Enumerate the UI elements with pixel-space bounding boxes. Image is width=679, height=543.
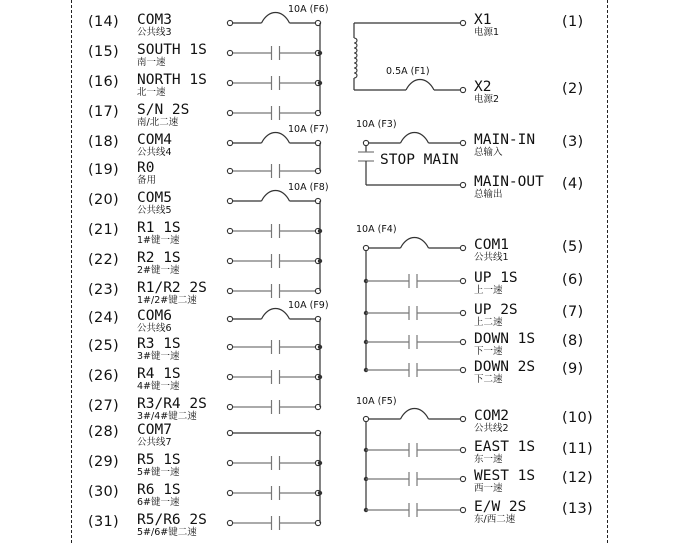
terminal-label: X1 xyxy=(474,12,492,28)
terminal-label: E/W 2S xyxy=(474,499,527,515)
terminal-node xyxy=(227,20,232,25)
fuse-symbol xyxy=(406,80,434,91)
fuse-symbol xyxy=(401,409,429,420)
terminal-sublabel: 2#键一速 xyxy=(137,265,180,276)
terminal-label: MAIN-OUT xyxy=(474,174,544,190)
terminal-number: (2) xyxy=(562,81,584,97)
terminal-node xyxy=(460,367,465,372)
fuse-symbol xyxy=(262,13,290,24)
terminal-sublabel: 公共线7 xyxy=(137,437,172,448)
terminal-node xyxy=(460,339,465,344)
terminal-node xyxy=(227,404,232,409)
terminal-number: (30) xyxy=(88,484,119,500)
terminal-node xyxy=(227,430,232,435)
terminal-label: X2 xyxy=(474,79,492,95)
terminal-sublabel: 1#键一速 xyxy=(137,235,180,246)
terminal-node xyxy=(460,416,465,421)
terminal-node xyxy=(227,374,232,379)
terminal-sublabel: 西一速 xyxy=(474,483,503,494)
terminal-node xyxy=(460,182,465,187)
terminal-sublabel: 电源1 xyxy=(474,27,500,38)
terminal-node xyxy=(363,140,368,145)
fuse-label: 10A (F7) xyxy=(288,124,329,135)
fuse-label: 10A (F9) xyxy=(288,300,329,311)
terminal-label: R0 xyxy=(137,160,155,176)
fuse-label: 10A (F8) xyxy=(288,182,329,193)
terminal-number: (10) xyxy=(562,410,593,426)
terminal-number: (9) xyxy=(562,361,584,377)
terminal-label: R5 1S xyxy=(137,452,181,468)
terminal-sublabel: 4#键一速 xyxy=(137,381,180,392)
terminal-label: COM2 xyxy=(474,408,509,424)
terminal-number: (27) xyxy=(88,398,119,414)
terminal-node xyxy=(460,20,465,25)
terminal-number: (26) xyxy=(88,368,119,384)
terminal-sublabel: 公共线2 xyxy=(474,423,509,434)
terminal-number: (24) xyxy=(88,310,119,326)
junction-dot xyxy=(318,491,322,495)
fuse-symbol xyxy=(401,133,429,144)
terminal-node xyxy=(227,168,232,173)
junction-dot xyxy=(318,461,322,465)
terminal-label: R5/R6 2S xyxy=(137,512,207,528)
terminal-sublabel: 公共线6 xyxy=(137,323,172,334)
terminal-label: R4 1S xyxy=(137,366,181,382)
terminal-number: (3) xyxy=(562,134,584,150)
fuse-symbol xyxy=(262,191,290,202)
terminal-node xyxy=(460,476,465,481)
terminal-number: (23) xyxy=(88,282,119,298)
terminal-node xyxy=(227,80,232,85)
terminal-node xyxy=(227,316,232,321)
fuse-symbol xyxy=(262,309,290,320)
terminal-number: (29) xyxy=(88,454,119,470)
terminal-label: R3/R4 2S xyxy=(137,396,207,412)
terminal-label: WEST 1S xyxy=(474,468,536,484)
junction-dot xyxy=(318,51,322,55)
junction-dot xyxy=(318,375,322,379)
terminal-sublabel: 东一速 xyxy=(474,454,503,465)
terminal-node xyxy=(227,288,232,293)
coil-turn xyxy=(354,63,357,68)
terminal-number: (17) xyxy=(88,104,119,120)
terminal-node xyxy=(460,447,465,452)
terminal-sublabel: 下一速 xyxy=(474,346,503,357)
terminal-label: S/N 2S xyxy=(137,102,190,118)
fuse-label: 10A (F6) xyxy=(288,4,329,15)
junction-dot xyxy=(318,81,322,85)
terminal-sublabel: 5#/6#键二速 xyxy=(137,527,197,538)
terminal-label: COM5 xyxy=(137,190,172,206)
terminal-label: R1 1S xyxy=(137,220,181,236)
fuse-label: 10A (F4) xyxy=(356,224,397,235)
terminal-sublabel: 备用 xyxy=(137,175,157,186)
terminal-node xyxy=(460,87,465,92)
junction-dot xyxy=(318,229,322,233)
fuse-label: 10A (F5) xyxy=(356,396,397,407)
terminal-label: R2 1S xyxy=(137,250,181,266)
terminal-sublabel: 上二速 xyxy=(474,317,503,328)
terminal-node xyxy=(227,140,232,145)
terminal-label: UP 2S xyxy=(474,302,518,318)
terminal-label: DOWN 2S xyxy=(474,359,536,375)
terminal-sublabel: 3#/4#键二速 xyxy=(137,411,197,422)
terminal-sublabel: 南一速 xyxy=(137,57,166,68)
stop-main-label: STOP MAIN xyxy=(380,152,459,168)
terminal-number: (18) xyxy=(88,134,119,150)
terminal-label: R6 1S xyxy=(137,482,181,498)
terminal-sublabel: 东/西二速 xyxy=(474,514,516,525)
terminal-sublabel: 5#键一速 xyxy=(137,467,180,478)
terminal-sublabel: 公共线5 xyxy=(137,205,172,216)
fuse-label: 10A (F3) xyxy=(356,119,397,130)
terminal-sublabel: 3#键一速 xyxy=(137,351,180,362)
terminal-number: (5) xyxy=(562,239,584,255)
coil-turn xyxy=(354,73,357,78)
terminal-label: COM3 xyxy=(137,12,172,28)
terminal-node xyxy=(460,245,465,250)
fuse-label: 0.5A (F1) xyxy=(386,66,430,77)
fuse-symbol xyxy=(401,238,429,249)
coil-turn xyxy=(354,53,357,58)
terminal-number: (11) xyxy=(562,441,593,457)
terminal-node xyxy=(460,310,465,315)
terminal-node xyxy=(363,245,368,250)
terminal-sublabel: 总输出 xyxy=(474,189,503,200)
coil-turn xyxy=(354,43,357,48)
coil-turn xyxy=(354,48,357,53)
terminal-sublabel: 公共线1 xyxy=(474,252,509,263)
terminal-number: (14) xyxy=(88,14,119,30)
terminal-label: R1/R2 2S xyxy=(137,280,207,296)
terminal-label: COM7 xyxy=(137,422,172,438)
terminal-sublabel: 总输入 xyxy=(474,147,503,158)
terminal-node xyxy=(460,507,465,512)
terminal-node xyxy=(227,110,232,115)
terminal-node xyxy=(460,140,465,145)
terminal-label: SOUTH 1S xyxy=(137,42,207,58)
terminal-node xyxy=(227,520,232,525)
terminal-label: COM4 xyxy=(137,132,172,148)
terminal-number: (28) xyxy=(88,424,119,440)
terminal-label: COM6 xyxy=(137,308,172,324)
terminal-node xyxy=(460,278,465,283)
terminal-label: DOWN 1S xyxy=(474,331,536,347)
terminal-node xyxy=(227,50,232,55)
terminal-number: (19) xyxy=(88,162,119,178)
terminal-number: (8) xyxy=(562,333,584,349)
terminal-sublabel: 1#/2#键二速 xyxy=(137,295,197,306)
terminal-sublabel: 电源2 xyxy=(474,94,500,105)
terminal-number: (7) xyxy=(562,304,584,320)
terminal-number: (6) xyxy=(562,272,584,288)
terminal-number: (25) xyxy=(88,338,119,354)
junction-dot xyxy=(318,259,322,263)
terminal-sublabel: 北一速 xyxy=(137,87,166,98)
terminal-node xyxy=(227,228,232,233)
terminal-sublabel: 公共线3 xyxy=(137,27,172,38)
terminal-number: (20) xyxy=(88,192,119,208)
terminal-number: (31) xyxy=(88,514,119,530)
terminal-number: (13) xyxy=(562,501,593,517)
terminal-sublabel: 公共线4 xyxy=(137,147,172,158)
junction-dot xyxy=(318,345,322,349)
terminal-number: (4) xyxy=(562,176,584,192)
terminal-label: NORTH 1S xyxy=(137,72,207,88)
terminal-node xyxy=(227,460,232,465)
terminal-number: (16) xyxy=(88,74,119,90)
terminal-number: (1) xyxy=(562,14,584,30)
terminal-node xyxy=(227,198,232,203)
coil-turn xyxy=(354,58,357,63)
terminal-label: UP 1S xyxy=(474,270,518,286)
coil-turn xyxy=(354,38,357,43)
terminal-sublabel: 上一速 xyxy=(474,285,503,296)
terminal-sublabel: 下二速 xyxy=(474,374,503,385)
terminal-sublabel: 6#键一速 xyxy=(137,497,180,508)
terminal-label: MAIN-IN xyxy=(474,132,536,148)
terminal-label: R3 1S xyxy=(137,336,181,352)
coil-turn xyxy=(354,68,357,73)
terminal-number: (12) xyxy=(562,470,593,486)
terminal-number: (15) xyxy=(88,44,119,60)
terminal-node xyxy=(363,416,368,421)
terminal-node xyxy=(227,344,232,349)
terminal-node xyxy=(227,258,232,263)
terminal-label: EAST 1S xyxy=(474,439,536,455)
terminal-number: (21) xyxy=(88,222,119,238)
terminal-label: COM1 xyxy=(474,237,509,253)
fuse-symbol xyxy=(262,133,290,144)
terminal-sublabel: 南/北二速 xyxy=(137,117,179,128)
terminal-number: (22) xyxy=(88,252,119,268)
terminal-node xyxy=(227,490,232,495)
